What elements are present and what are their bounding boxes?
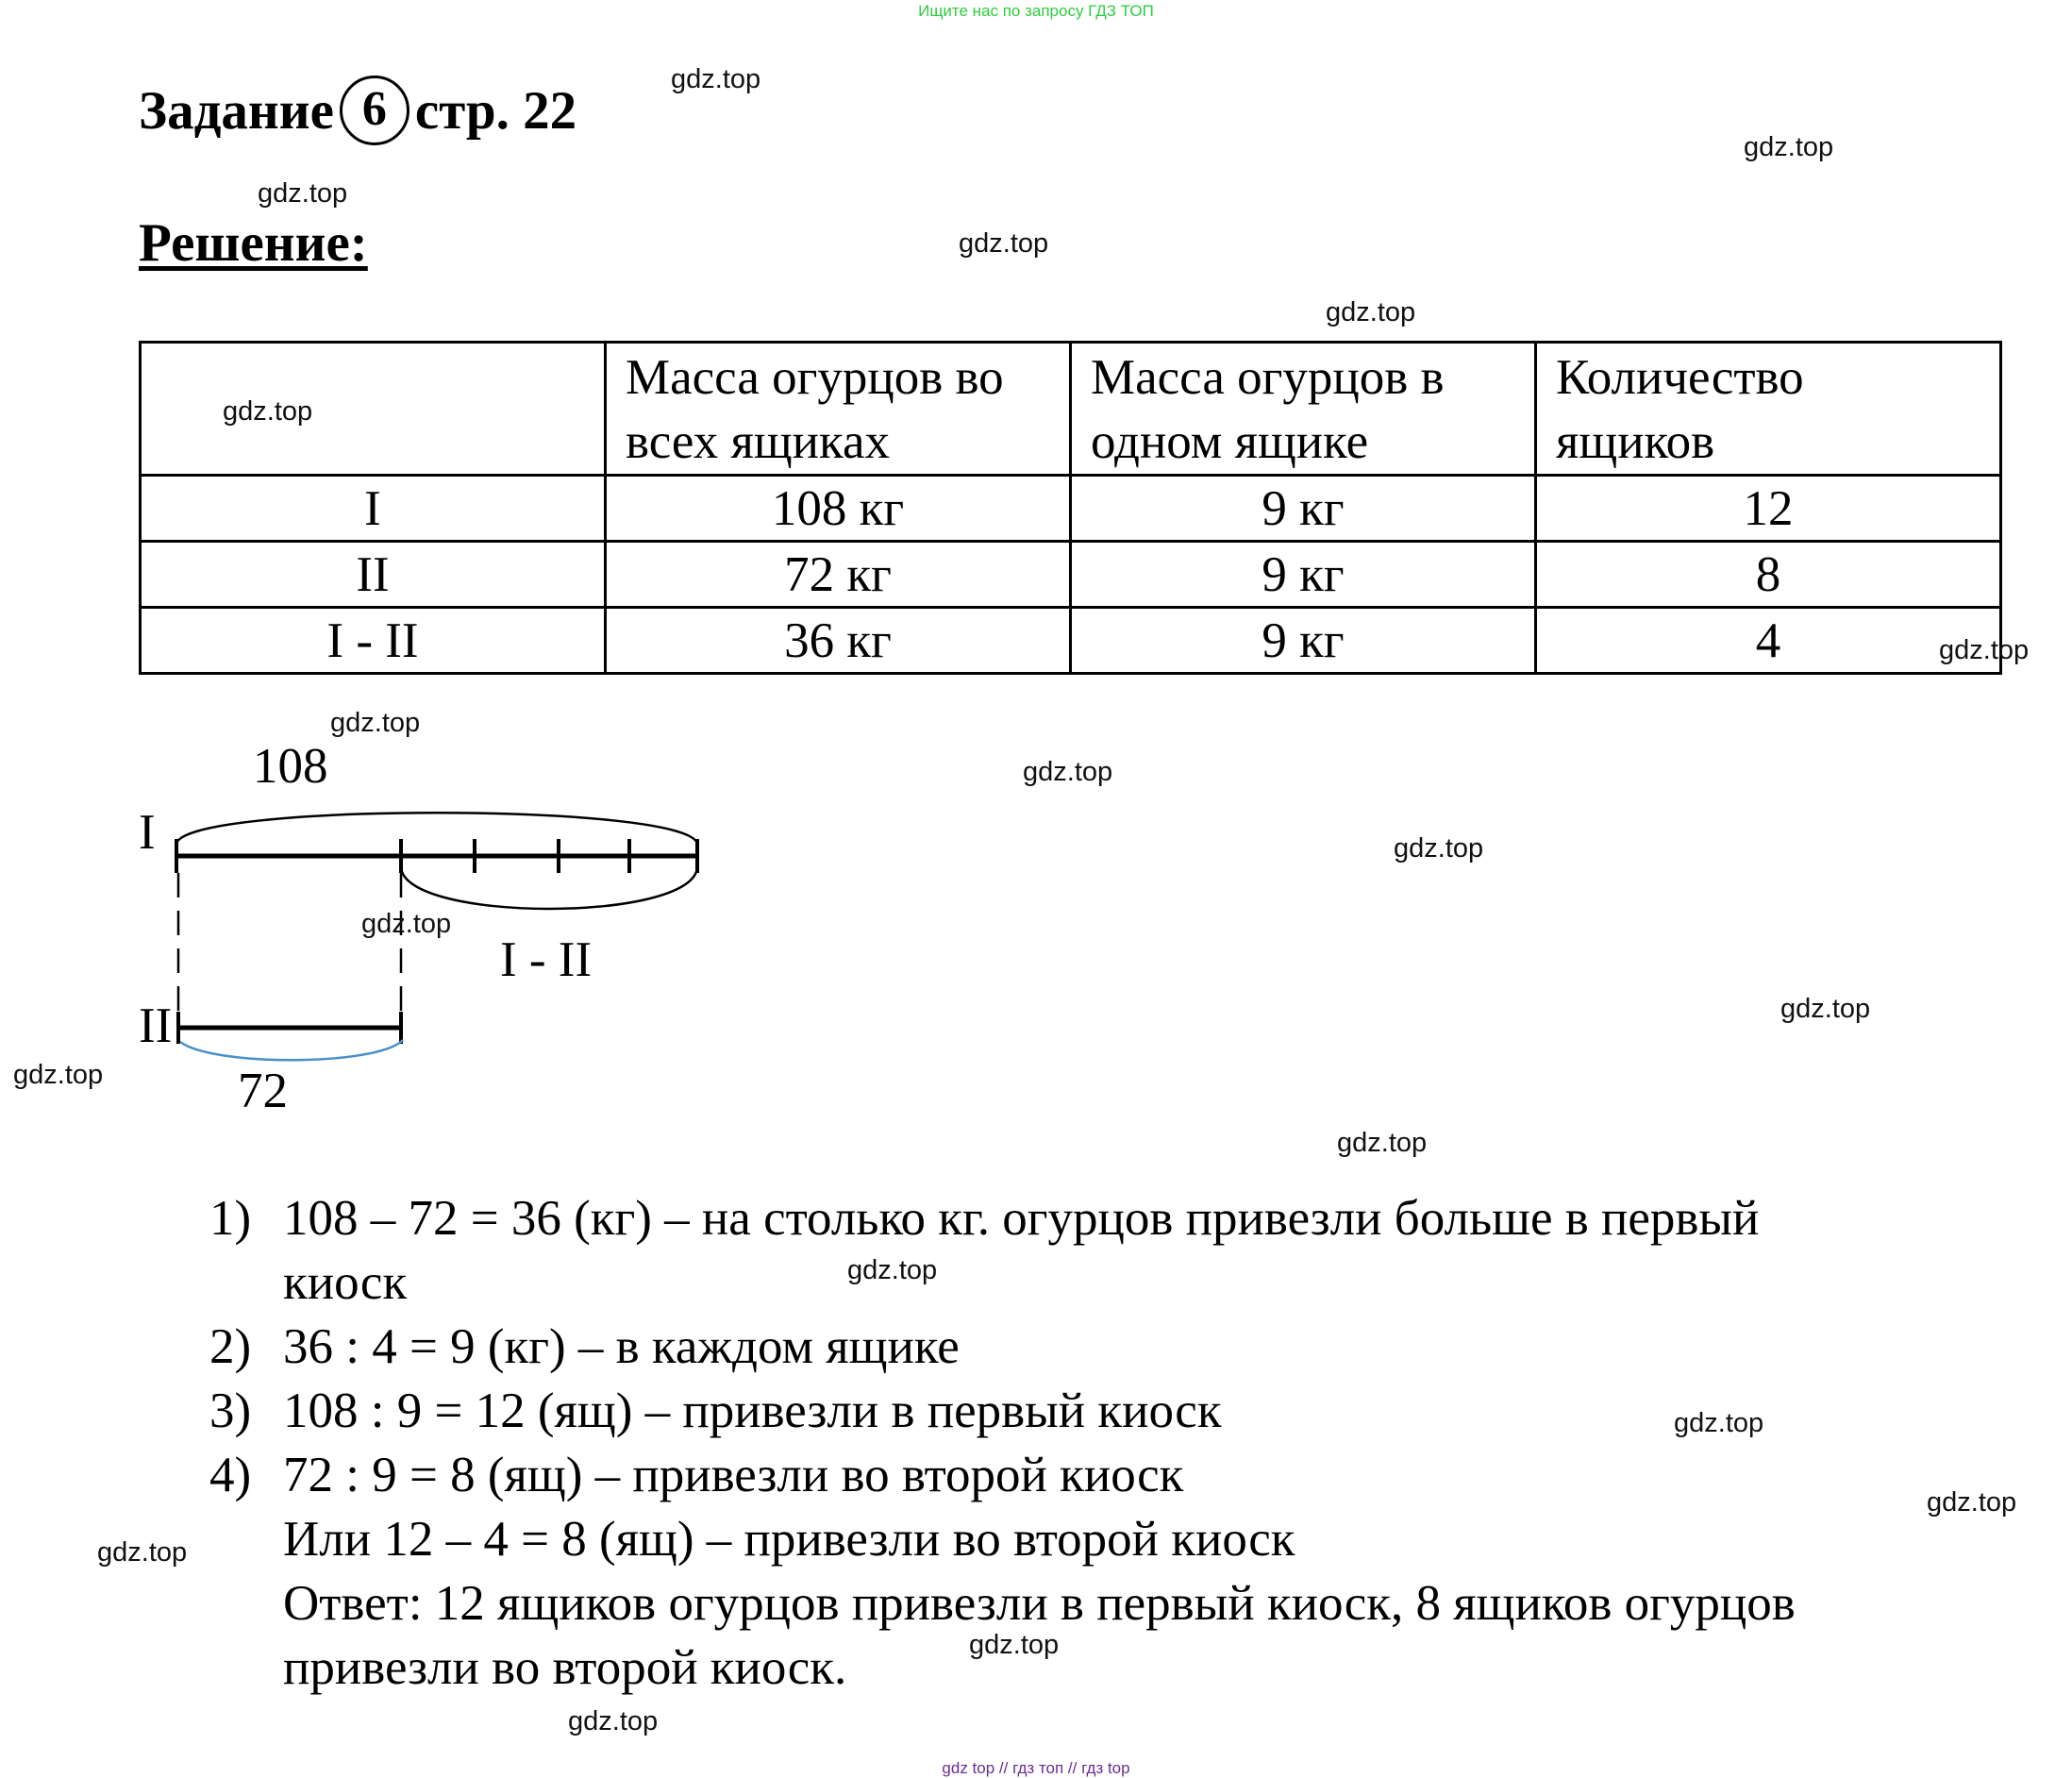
step-number: 2) — [209, 1319, 252, 1374]
solution-heading: Решение: — [139, 213, 368, 273]
watermark: gdz.top — [1023, 757, 1113, 787]
step-number: 3) — [209, 1384, 252, 1438]
watermark: gdz.top — [361, 909, 452, 939]
diagram-label-second: 72 — [238, 1064, 288, 1118]
watermark: gdz.top — [959, 228, 1049, 259]
brace-second — [180, 1040, 403, 1060]
table-cell: 108 кг — [606, 476, 1071, 542]
watermark: gdz.top — [1744, 132, 1834, 162]
table-header-cell: Количество ящиков — [1536, 343, 2001, 476]
watermark: gdz.top — [330, 708, 421, 738]
watermark: gdz.top — [1927, 1487, 2017, 1518]
table-cell: 9 кг — [1071, 476, 1536, 542]
watermark: gdz.top — [1326, 297, 1416, 327]
step-number: 4) — [209, 1448, 252, 1502]
table-cell: 9 кг — [1071, 542, 1536, 608]
watermark: gdz.top — [568, 1706, 659, 1736]
step-text: киоск — [283, 1255, 408, 1310]
table-header-cell: Масса огурцов во всех ящиках — [606, 343, 1071, 476]
table-cell: 36 кг — [606, 608, 1071, 674]
top-banner: Ищите нас по запросу ГДЗ ТОП — [918, 2, 1154, 20]
diagram-label-difference: I - II — [500, 932, 593, 987]
table-cell: 9 кг — [1071, 608, 1536, 674]
watermark: gdz.top — [1394, 833, 1484, 864]
step-text: 36 : 4 = 9 (кг) – в каждом ящике — [283, 1319, 960, 1374]
answer-text: привезли во второй киоск. — [283, 1640, 847, 1695]
watermark: gdz.top — [258, 178, 348, 209]
table-header-cell: Масса огурцов в одном ящике — [1071, 343, 1536, 476]
watermark: gdz.top — [223, 396, 313, 427]
step-text: 108 : 9 = 12 (ящ) – привезли в первый киоск — [283, 1384, 1222, 1438]
diagram-label-row-2: II — [139, 998, 173, 1053]
watermark: gdz.top — [97, 1537, 188, 1568]
answer-text: Ответ: 12 ящиков огурцов привезли в первый киоск, 8 ящиков огурцов — [283, 1576, 1796, 1631]
bottom-banner: gdz top // гдз топ // гдз top — [942, 1759, 1130, 1777]
diagram-label-total: 108 — [253, 739, 328, 794]
brace-total — [176, 813, 697, 845]
step-number: 1) — [209, 1191, 252, 1246]
watermark: gdz.top — [671, 64, 761, 94]
watermark: gdz.top — [969, 1630, 1060, 1660]
table-cell: 72 кг — [606, 542, 1071, 608]
table-cell: 12 — [1536, 476, 2001, 542]
watermark: gdz.top — [1939, 635, 2030, 665]
brace-difference — [401, 866, 697, 909]
table-cell: 8 — [1536, 542, 2001, 608]
title-word: Задание — [139, 81, 334, 141]
watermark: gdz.top — [1674, 1408, 1764, 1438]
watermark: gdz.top — [1337, 1128, 1428, 1158]
watermark: gdz.top — [1780, 994, 1871, 1024]
watermark: gdz.top — [847, 1255, 938, 1285]
alternative-text: Или 12 – 4 = 8 (ящ) – привезли во второй киоск — [283, 1512, 1295, 1567]
task-number-badge: 6 — [340, 75, 409, 145]
step-text: 72 : 9 = 8 (ящ) – привезли во второй киоск — [283, 1448, 1184, 1502]
step-text: 108 – 72 = 36 (кг) – на столько кг. огурцов привезли больше в первый — [283, 1191, 1760, 1246]
table-cell: I — [141, 476, 606, 542]
table-cell: 4 — [1536, 608, 2001, 674]
table-cell: I - II — [141, 608, 606, 674]
diagram-label-row-1: I — [139, 805, 156, 860]
table-cell: II — [141, 542, 606, 608]
page-reference: стр. 22 — [414, 81, 577, 141]
watermark: gdz.top — [13, 1060, 104, 1090]
